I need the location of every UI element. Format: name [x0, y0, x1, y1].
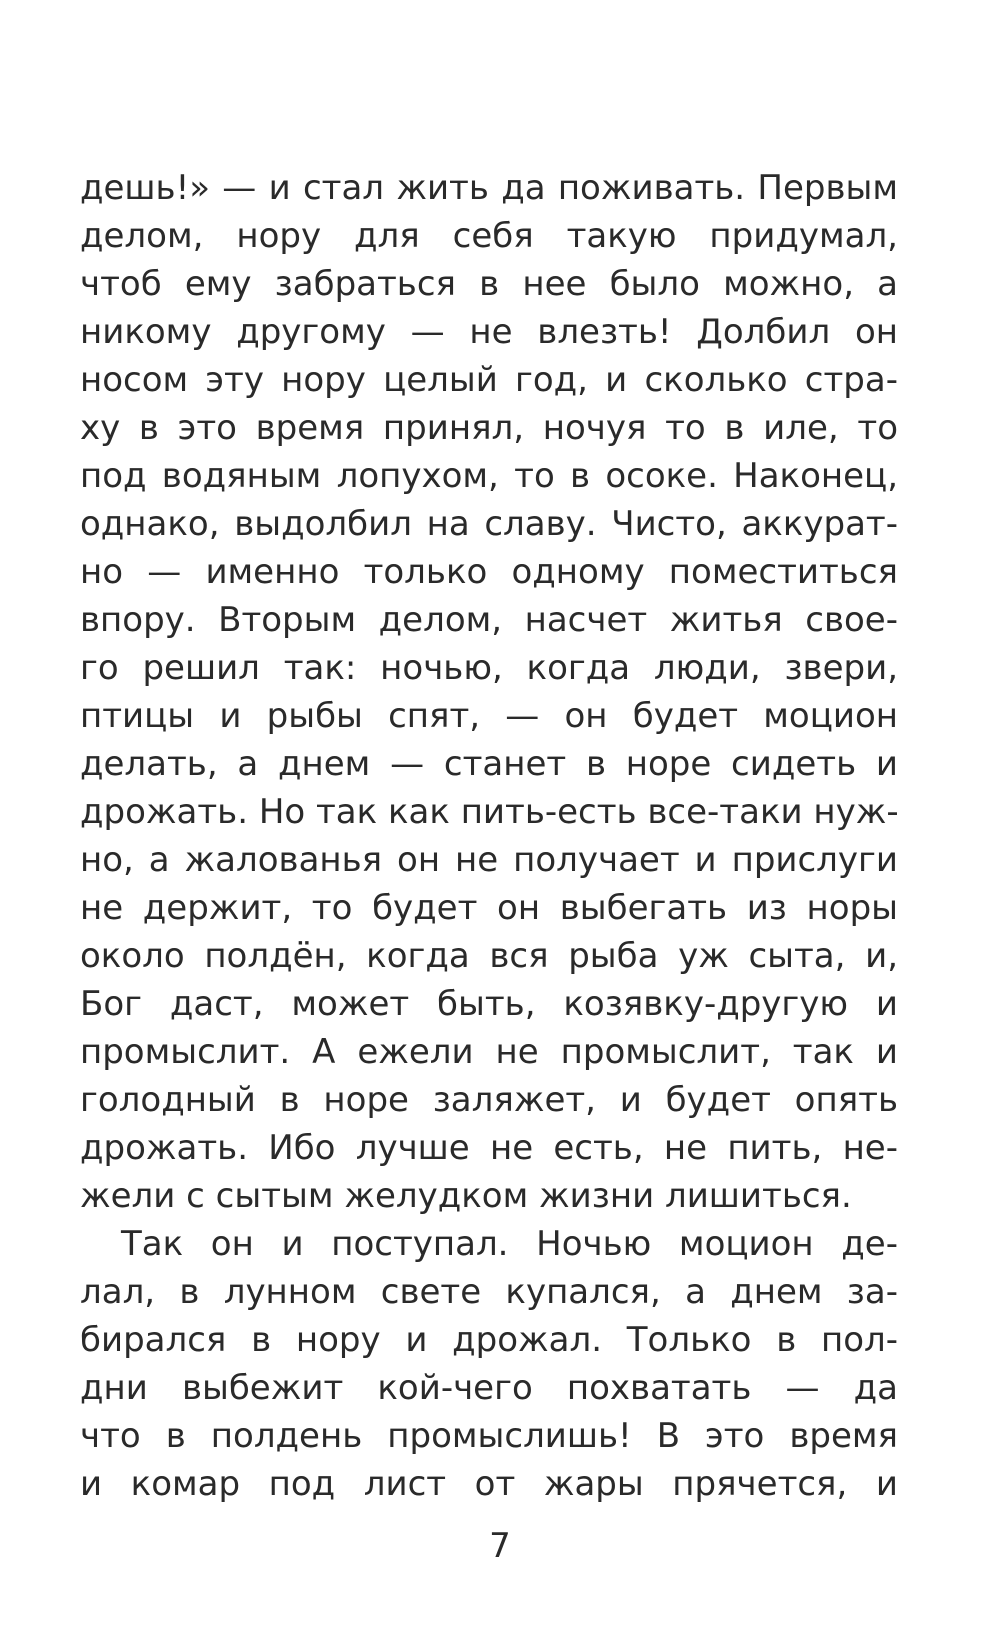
text-line: Бог даст, может быть, козявку-другую и	[80, 984, 898, 1024]
text-line: Так он и поступал. Ночью моцион де-	[121, 1224, 898, 1264]
text-line: лал, в лунном свете купался, а днем за-	[80, 1272, 898, 1312]
text-line: промыслит. А ежели не промыслит, так и	[80, 1032, 898, 1072]
text-line: носом эту нору целый год, и сколько стра-	[80, 360, 898, 400]
text-line: под водяным лопухом, то в осоке. Наконец,	[80, 456, 898, 496]
paragraph	[80, 1220, 898, 1508]
text-line: никому другому — не влезть! Долбил он	[80, 312, 898, 352]
page-number: 7	[489, 1526, 511, 1566]
text-line: делом, нору для себя такую придумал,	[80, 216, 898, 256]
text-line: чтоб ему забраться в нее было можно, а	[80, 264, 898, 304]
text-line: дрожать. Но так как пить-есть все-таки нуж-	[80, 792, 899, 832]
text-line: не держит, то будет он выбегать из норы	[80, 888, 898, 928]
text-line: ху в это время принял, ночуя то в иле, то	[80, 408, 898, 448]
text-line: однако, выдолбил на славу. Чисто, аккурат-	[80, 504, 898, 544]
text-line: бирался в нору и дрожал. Только в пол-	[80, 1320, 898, 1360]
text-line: дни выбежит кой-чего похватать — да	[80, 1368, 898, 1408]
text-line: дрожать. Ибо лучше не есть, не пить, не-	[80, 1128, 898, 1168]
text-line: дешь!» — и стал жить да поживать. Первым	[80, 168, 898, 208]
text-line: жели с сытым желудком жизни лишиться.	[80, 1176, 852, 1216]
text-line: делать, а днем — станет в норе сидеть и	[80, 744, 898, 784]
text-line: впору. Вторым делом, насчет житья свое-	[80, 600, 898, 640]
text-line: голодный в норе заляжет, и будет опять	[80, 1080, 898, 1120]
text-line: и комар под лист от жары прячется, и	[80, 1464, 898, 1504]
text-line: около полдён, когда вся рыба уж сыта, и,	[80, 936, 898, 976]
paragraph	[80, 164, 898, 1220]
text-line: что в полдень промыслишь! В это время	[80, 1416, 898, 1456]
text-line: но, а жалованья он не получает и прислуги	[80, 840, 898, 880]
text-line: го решил так: ночью, когда люди, звери,	[80, 648, 898, 688]
text-line: но — именно только одному поместиться	[80, 552, 898, 592]
body-text	[80, 164, 898, 1508]
text-line: птицы и рыбы спят, — он будет моцион	[80, 696, 898, 736]
